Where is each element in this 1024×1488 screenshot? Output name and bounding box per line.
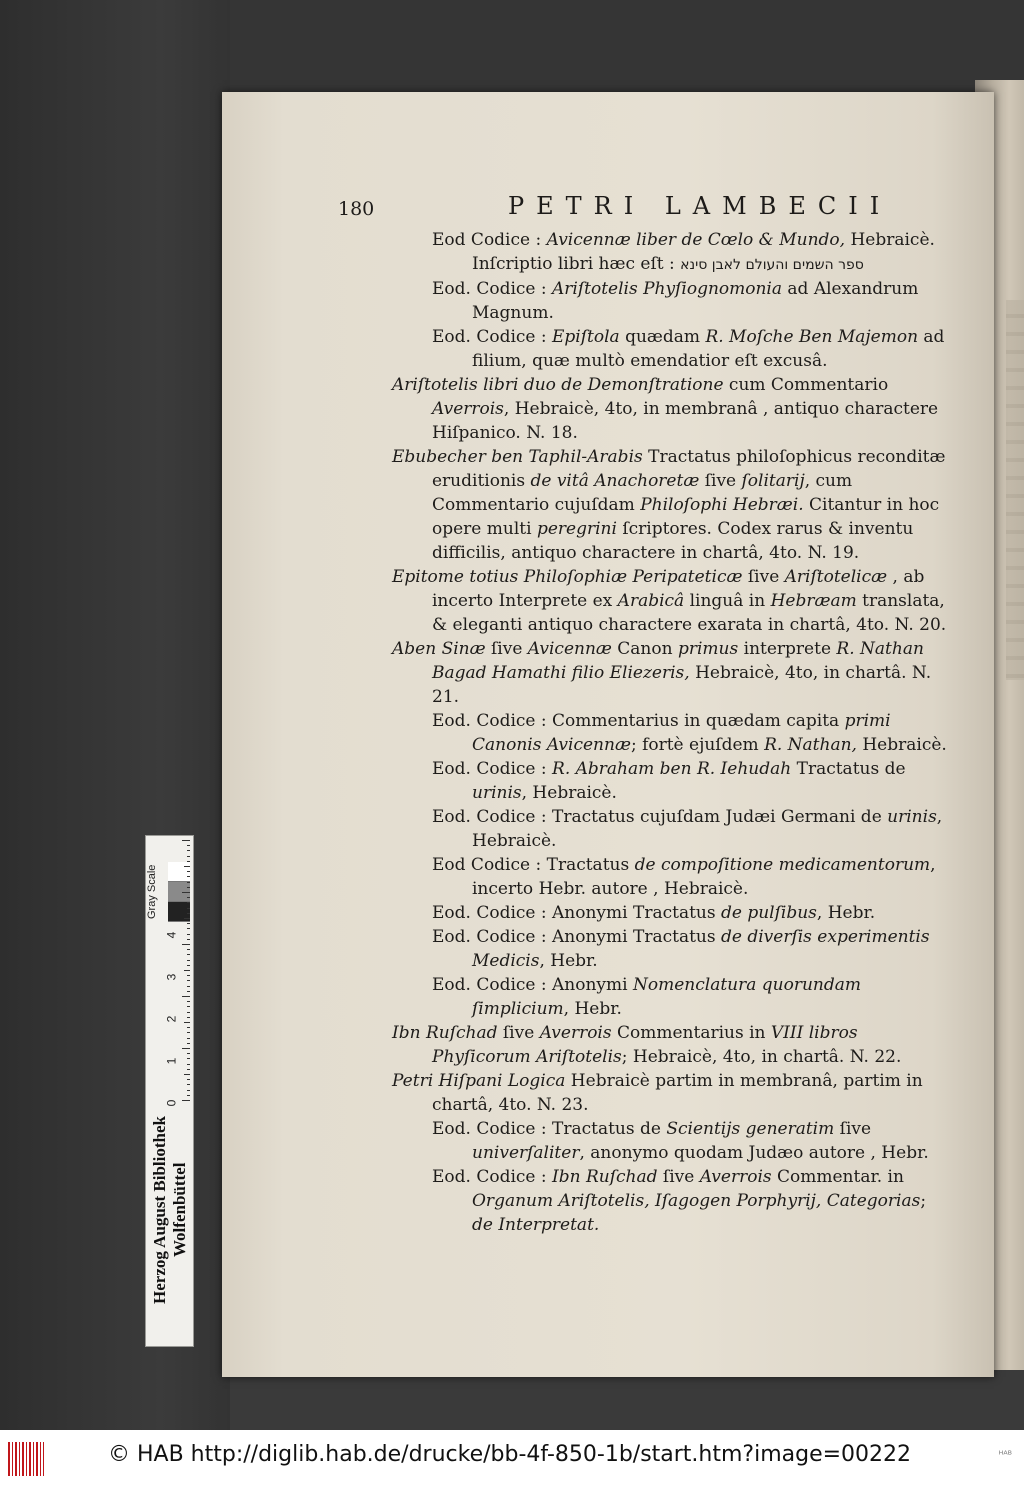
entry-text: Commentar. in <box>771 1167 904 1187</box>
entry-text: ſcriptores. Codex rarus & inventu difficilis, antiquo charactere in chartâ, 4to. N. 19. <box>432 519 914 563</box>
ruler-tick <box>182 996 190 997</box>
catalog-subentry <box>392 853 952 901</box>
entry-text: R. Nathan, <box>764 735 857 755</box>
entry-text: Tractatus philoſophicus reconditæ eruditionis <box>432 447 946 491</box>
ruler-tick <box>187 902 190 903</box>
entry-text: Hebraicè partim in membranâ, partim in chartâ, 4to. N. 23. <box>432 1071 923 1115</box>
entry-text: Eod Codice : Tractatus <box>432 855 635 875</box>
ruler-tick <box>187 1038 190 1039</box>
entry-text: translata, & eleganti antiquo charactere exarata in chartâ, 4to. N. 20. <box>432 591 947 635</box>
ruler-tick <box>187 949 190 950</box>
ruler-tick <box>187 882 190 883</box>
ruler-tick <box>187 934 190 935</box>
facing-page-edge <box>1006 300 1024 680</box>
ruler-tick <box>187 1012 190 1013</box>
ruler-tick <box>187 876 190 877</box>
entry-text: , Hebraicè, 4to, in membranâ , antiquo charactere Hiſpanico. N. 18. <box>432 399 939 443</box>
catalog-entry <box>392 1021 952 1069</box>
entry-text: ſive <box>834 1119 872 1139</box>
ruler-tick <box>187 923 190 924</box>
entry-text: cum Commentario <box>723 375 889 395</box>
ruler-tick <box>182 892 190 893</box>
ruler-tick <box>187 1027 190 1028</box>
entry-text: de vitâ Anachoretæ <box>530 471 700 491</box>
entry-text: Ibn Ruſchad <box>392 1023 498 1043</box>
entry-text: Avicennæ liber de Cœlo & Mundo, <box>546 230 846 250</box>
entry-text: ; <box>920 1191 927 1211</box>
entry-text: Eod. Codice : <box>432 279 553 299</box>
entry-text: de compoſitione medicamentorum <box>634 855 931 875</box>
entry-text: linguâ in <box>684 591 771 611</box>
entry-text: quædam <box>619 327 706 347</box>
page-number: 180 <box>338 198 375 220</box>
entry-text: ad Alexandrum Magnum. <box>472 279 919 323</box>
entry-text: ſolitarij <box>741 471 805 491</box>
ruler-tick <box>187 960 190 961</box>
entry-text: Hebraicè, 4to, in chartâ. N. 21. <box>432 663 932 707</box>
ruler-tick <box>187 908 190 909</box>
running-head: PETRI LAMBECII <box>508 192 892 220</box>
ruler-number: 0 <box>164 1099 179 1107</box>
footer-bar <box>0 1430 1024 1488</box>
catalog-entry <box>392 637 952 709</box>
ruler-tick <box>187 1079 190 1080</box>
entry-text: ſive <box>742 567 785 587</box>
entry-text: , Hebr. <box>563 999 622 1019</box>
ruler-tick <box>187 1084 190 1085</box>
entry-text: de diverſis experimentis Medicis <box>472 927 930 971</box>
entry-text: Hebræam <box>770 591 857 611</box>
ruler-tick <box>187 1043 190 1044</box>
entry-text: primi Canonis Avicennæ <box>472 711 891 755</box>
entry-text: , anonymo quodam Judæo autore , Hebr. <box>579 1143 929 1163</box>
entry-text: Eod. Codice : Tractatus de <box>432 1119 667 1139</box>
ruler-tick <box>187 980 190 981</box>
entry-text: Eod. Codice : Commentarius in quædam capita <box>432 711 845 731</box>
ruler-tick <box>187 991 190 992</box>
ruler-number: 1 <box>164 1057 179 1065</box>
ruler-tick <box>187 1032 190 1033</box>
ruler-tick <box>187 861 190 862</box>
ruler-tick <box>187 845 190 846</box>
ruler-tick <box>187 897 190 898</box>
entry-text: Ebubecher ben Taphil-Arabis <box>392 447 643 467</box>
entry-text: ; Hebraicè, 4to, in chartâ. N. 22. <box>621 1047 902 1067</box>
ruler-tick <box>187 1001 190 1002</box>
entry-text: Averrois <box>539 1023 612 1043</box>
entry-text: Averrois <box>699 1167 772 1187</box>
entry-text: Epitome totius Philoſophiæ Peripateticæ <box>392 567 743 587</box>
entry-text: ſive <box>699 471 742 491</box>
entry-text: Ariſtotelicæ <box>784 567 888 587</box>
catalog-subentry <box>392 277 952 325</box>
dark-background-left <box>0 0 230 1430</box>
catalog-subentry <box>392 1165 952 1237</box>
ruler-tick <box>187 1069 190 1070</box>
catalog-subentry <box>392 325 952 373</box>
ruler-number: 3 <box>164 973 179 981</box>
entry-text: , Hebr. <box>539 951 598 971</box>
entry-text: ſive <box>657 1167 700 1187</box>
catalog-subentry <box>392 1117 952 1165</box>
entry-text: Ariſtotelis libri duo de Demonſtratione <box>392 375 724 395</box>
entry-text: univerſaliter <box>472 1143 580 1163</box>
ruler-tick <box>187 850 190 851</box>
entry-text: , cum Commentario cujuſdam <box>432 471 853 515</box>
ruler-tick <box>187 1017 190 1018</box>
entry-text: Arabicâ <box>617 591 685 611</box>
catalog-entry <box>392 373 952 445</box>
catalog-subentry <box>392 925 952 973</box>
catalog-entry <box>392 565 952 637</box>
catalog-subentry <box>392 805 952 853</box>
entry-text: urinis <box>472 783 522 803</box>
ruler-tick <box>187 1058 190 1059</box>
ruler-tick <box>187 939 190 940</box>
footer-mark: ᴴᴬᴮ <box>998 1450 1012 1461</box>
ruler-tick <box>184 970 190 971</box>
catalog-subentry <box>392 901 952 925</box>
entry-text: ad filium, quæ multò emendatior eſt excusâ. <box>472 327 945 371</box>
ruler-tick <box>187 856 190 857</box>
hebrew-title: ספר השמים והעולם לאבן סינא <box>680 257 864 273</box>
gray-scale-caption: Gray Scale <box>146 864 158 920</box>
cm-ruler <box>164 840 190 1107</box>
catalog-subentry <box>392 757 952 805</box>
entry-text: Tractatus de <box>791 759 906 779</box>
entry-text: urinis <box>887 807 937 827</box>
ruler-tick <box>187 1006 190 1007</box>
entry-text: Canon <box>611 639 678 659</box>
entry-text: R. Abraham ben R. Iehudah <box>552 759 792 779</box>
ruler-tick <box>182 944 190 945</box>
hab-logo-icon <box>8 1442 44 1476</box>
entry-text: R. Nathan Bagad Hamathi filio Eliezeris, <box>432 639 924 683</box>
entry-text: ſive <box>485 639 528 659</box>
ruler-tick <box>187 1064 190 1065</box>
catalog-subentry <box>392 228 952 277</box>
ruler-tick <box>182 1048 190 1049</box>
ruler-tick <box>187 871 190 872</box>
entry-text: Eod. Codice : Anonymi <box>432 975 633 995</box>
ruler-tick <box>187 913 190 914</box>
catalog-text <box>392 228 952 1237</box>
entry-text: , Hebraicè. <box>472 807 943 851</box>
entry-text: Eod. Codice : Tractatus cujuſdam Judæi Germani de <box>432 807 888 827</box>
entry-text: Ariſtotelis Phyſiognomonia <box>552 279 783 299</box>
entry-text: Eod. Codice : <box>432 759 553 779</box>
ruler-tick <box>184 918 190 919</box>
entry-text: , Hebraicè. <box>521 783 617 803</box>
entry-text: Citantur in hoc opere multi <box>432 495 940 539</box>
entry-text: primus <box>677 639 739 659</box>
entry-text: interprete <box>738 639 837 659</box>
entry-text: , incerto Hebr. autore , Hebraicè. <box>472 855 936 899</box>
entry-text: peregrini <box>536 519 617 539</box>
entry-text: ſive <box>497 1023 540 1043</box>
catalog-subentry <box>392 973 952 1021</box>
entry-text: Hebraicè. <box>856 735 947 755</box>
entry-text: , Hebr. <box>816 903 876 923</box>
entry-text: Eod. Codice : Anonymi Tractatus <box>432 927 721 947</box>
entry-text: Eod Codice : <box>432 230 547 250</box>
ruler-number: 4 <box>164 931 179 939</box>
entry-text: de pulſibus <box>720 903 817 923</box>
ruler-tick <box>182 840 190 841</box>
ruler-tick <box>187 887 190 888</box>
entry-text: Ibn Ruſchad <box>552 1167 658 1187</box>
entry-text: Eod. Codice : <box>432 327 553 347</box>
entry-text: Avicennæ <box>527 639 612 659</box>
ruler-tick <box>187 954 190 955</box>
ruler-tick <box>184 866 190 867</box>
ruler-tick <box>187 1053 190 1054</box>
library-label: Herzog August Bibliothek Wolfenbüttel <box>150 1116 189 1304</box>
ruler-tick <box>184 1074 190 1075</box>
book-page <box>222 92 994 1377</box>
entry-text: Hebraicè. Inſcriptio libri hæc eſt : <box>472 230 935 274</box>
catalog-entry <box>392 1069 952 1117</box>
entry-text: ; fortè ejuſdem <box>630 735 765 755</box>
ruler-tick <box>187 975 190 976</box>
entry-text: Aben Sinæ <box>392 639 486 659</box>
entry-text: de Interpretat. <box>472 1215 600 1235</box>
entry-text: R. Moſche Ben Majemon <box>705 327 919 347</box>
entry-text: Petri Hiſpani Logica <box>392 1071 566 1091</box>
ruler-tick <box>184 1022 190 1023</box>
catalog-entry <box>392 445 952 565</box>
ruler-tick <box>187 1095 190 1096</box>
catalog-subentry <box>392 709 952 757</box>
entry-text: Organum Ariſtotelis, Iſagogen Porphyrij, Categorias <box>472 1191 921 1211</box>
ruler-tick <box>187 1090 190 1091</box>
entry-text: Philoſophi Hebræi. <box>640 495 804 515</box>
entry-text: Averrois <box>432 399 504 419</box>
entry-text: Epiſtola <box>552 327 620 347</box>
entry-text: Nomenclatura quorundam ſimplicium <box>472 975 862 1019</box>
ruler-tick <box>187 965 190 966</box>
entry-text: , ab incerto Interprete ex <box>432 567 925 611</box>
ruler-tick <box>187 928 190 929</box>
entry-text: Scientijs generatim <box>666 1119 835 1139</box>
entry-text: Commentarius in <box>611 1023 771 1043</box>
footer-copyright-url[interactable]: © HAB http://diglib.hab.de/drucke/bb-4f-850-1b/start.htm?image=00222 <box>108 1442 912 1467</box>
entry-text: Eod. Codice : Anonymi Tractatus <box>432 903 721 923</box>
entry-text: VIII libros Phyſicorum Ariſtotelis <box>432 1023 858 1067</box>
ruler-tick <box>187 986 190 987</box>
ruler-number: 2 <box>164 1015 179 1023</box>
ruler-tick <box>182 1100 190 1101</box>
entry-text: Eod. Codice : <box>432 1167 553 1187</box>
